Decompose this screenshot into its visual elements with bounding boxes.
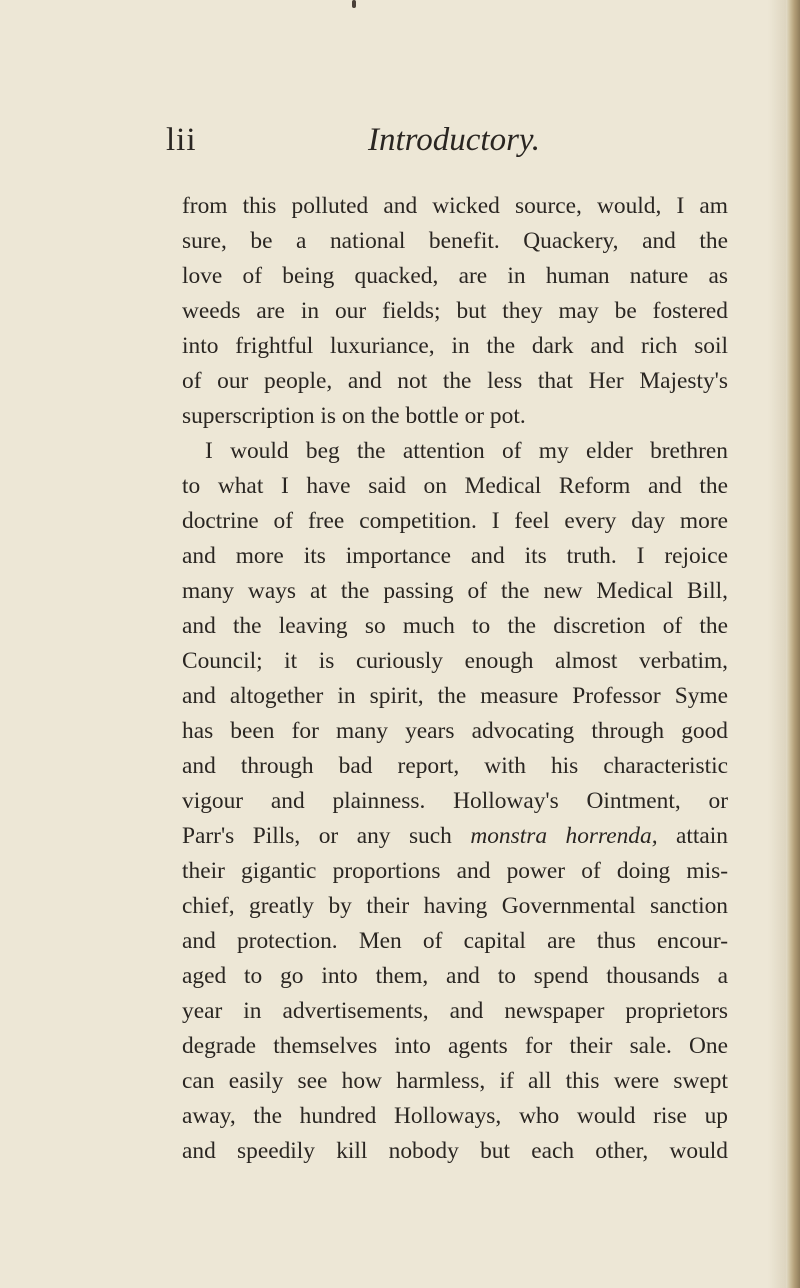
text-line: has been for many years advocating through good	[182, 718, 728, 744]
text-line: and through bad report, with his characteristic	[182, 753, 728, 779]
page-edge-shadow	[768, 0, 786, 1288]
text-line: into frightful luxuriance, in the dark and rich soil	[182, 333, 728, 359]
latin-phrase: monstra horrenda,	[470, 823, 658, 849]
text-line: away, the hundred Holloways, who would rise up	[182, 1103, 728, 1129]
page-number: lii	[166, 122, 197, 158]
running-head	[166, 120, 746, 160]
text-line: and more its importance and its truth. I rejoice	[182, 543, 728, 569]
text-line: weeds are in our fields; but they may be fostered	[182, 298, 728, 324]
text-line: doctrine of free competition. I feel every day more	[182, 508, 728, 534]
text-line: vigour and plainness. Holloway's Ointment, or	[182, 788, 728, 814]
text-run: Parr's Pills, or any such	[182, 823, 471, 849]
text-line: and the leaving so much to the discretion of the	[182, 613, 728, 639]
text-line: chief, greatly by their having Governmental sanction	[182, 893, 728, 919]
text-line-with-italic	[182, 817, 728, 855]
text-line: many ways at the passing of the new Medical Bill,	[182, 578, 728, 604]
text-line: superscription is on the bottle or pot.	[182, 403, 526, 429]
page-edge	[786, 0, 800, 1288]
text-line: Council; it is curiously enough almost verbatim,	[182, 648, 728, 674]
paragraph-first-line: I would beg the attention of my elder brethren	[205, 438, 728, 464]
text-line: aged to go into them, and to spend thousands a	[182, 963, 728, 989]
text-line: year in advertisements, and newspaper proprietors	[182, 998, 728, 1024]
text-line: sure, be a national benefit. Quackery, and the	[182, 228, 728, 254]
text-line: and speedily kill nobody but each other, would	[182, 1138, 728, 1164]
running-title: Introductory.	[368, 122, 541, 158]
text-line: of our people, and not the less that Her Majesty's	[182, 368, 728, 394]
text-line: love of being quacked, are in human nature as	[182, 263, 728, 289]
text-line: and protection. Men of capital are thus encour-	[182, 928, 728, 954]
text-line: their gigantic proportions and power of doing mis-	[182, 858, 728, 884]
ink-speck	[352, 0, 356, 8]
text-line: and altogether in spirit, the measure Professor Syme	[182, 683, 728, 709]
text-line: degrade themselves into agents for their sale. One	[182, 1033, 728, 1059]
text-line: from this polluted and wicked source, would, I am	[182, 193, 728, 219]
text-line: to what I have said on Medical Reform and the	[182, 473, 728, 499]
text-line: can easily see how harmless, if all this were swept	[182, 1068, 728, 1094]
text-run: attain	[657, 823, 728, 849]
